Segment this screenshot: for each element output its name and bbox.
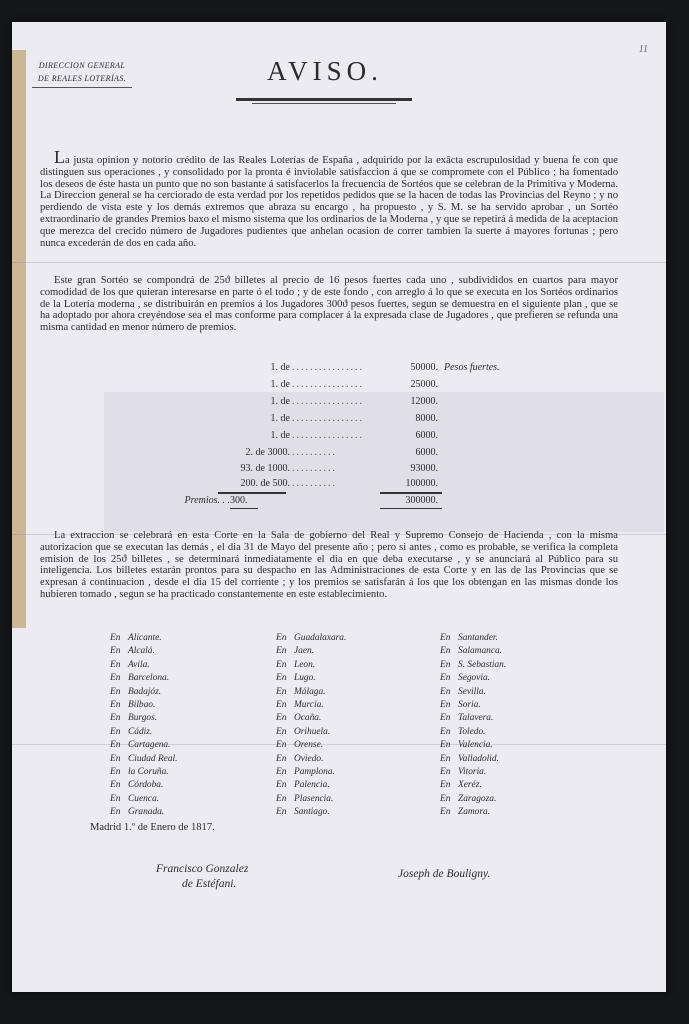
city-item	[276, 659, 406, 672]
city-item	[110, 766, 240, 779]
plan-amount: 12000.	[410, 396, 438, 407]
city-item	[276, 753, 406, 766]
city-name: Vitoria.	[458, 767, 487, 778]
city-item	[440, 659, 570, 672]
city-prefix: En	[440, 659, 451, 670]
plan-leader: ................	[292, 362, 364, 373]
page-title: AVISO.	[267, 56, 383, 86]
plan-row	[160, 463, 500, 477]
city-item	[276, 686, 406, 699]
plan-amount: 6000.	[415, 447, 438, 458]
total-amount: 300000.	[405, 495, 438, 506]
city-name: Salamanca.	[458, 646, 503, 657]
city-item	[440, 779, 570, 792]
city-item	[110, 712, 240, 725]
city-name: Leon.	[294, 659, 316, 670]
city-name: Soria.	[458, 700, 481, 711]
intro-text: a justa opinion y notorio crédito de las Reales Loterías de España , adquirido por la exâcta escrupulosidad y buena fe con que distinguen sus operaciones , y consolidado por la pronta é inviolable satisfaccion á que se compromete con el Público ; ha fomentado los deseos de éste hasta un punto que no son bastante á satisfacerlos la frecuencia de Sortéos que se celebran de la Primitiva y Moderna. La Direccion general se ha cerciorado de esta verdad por los repetidos pedidos que se la hacen de todas las Provincias del Reyno ; y no perdiendo de vista este y los demás extremos que abraza su encargo , ha propuesto , y S. M. se ha servido aprobar , un Sortéo extraordinario de grandes Premios baxo el mismo sistema que los ordinarios de la Moderna , y que se repetirá á medida de la aceptacion que merezca del crecido número de Jugadores pudientes que anhelan ocasion de correr tambien la suerte á mayores fortunas ; pero nunca excederán de dos en cada año.	[40, 155, 618, 249]
plan-label: 1. de	[270, 362, 290, 373]
city-item	[110, 632, 240, 645]
issue-date: Madrid 1.º de Enero de 1817.	[90, 822, 215, 833]
city-name: Santiago.	[294, 807, 330, 818]
plan-leader: ..........	[292, 447, 337, 458]
city-name: Cuenca.	[128, 793, 159, 804]
signature-line2: de Estéfani.	[182, 878, 237, 890]
total-count: 300.	[230, 495, 248, 506]
city-name: Orense.	[294, 740, 324, 751]
city-prefix: En	[110, 740, 121, 751]
city-item	[276, 806, 406, 819]
plan-amount: 25000.	[410, 379, 438, 390]
city-name: Plasencia.	[294, 793, 334, 804]
city-name: Toledo.	[458, 726, 486, 737]
city-item	[276, 699, 406, 712]
city-prefix: En	[276, 780, 287, 791]
plan-row	[160, 447, 500, 461]
city-item	[110, 726, 240, 739]
city-name: Málaga.	[294, 686, 326, 697]
city-prefix: En	[440, 700, 451, 711]
institution-heading	[22, 59, 142, 88]
city-item	[440, 726, 570, 739]
city-name: Pamplona.	[294, 767, 335, 778]
intro-paragraph	[40, 147, 618, 249]
city-column	[276, 632, 406, 820]
city-prefix: En	[276, 646, 287, 657]
extraction-paragraph: La extraccion se celebrará en esta Corte en la Sala de gobierno del Real y Supremo Consejo de Hacienda , con la misma autorizacion que se executan las demás , el dia 31 de Mayo del presente año ; pero si antes , como es probable, se verifica la completa emision de los 25ϑ billetes , se determinará inmediatamente el dia en que deba executarse , y se anunciará al Público para su inteligencia. Los billetes estarán prontos para su despacho en las Administraciones de esta Corte y en las de las Provincias que se expresan á continuacion , desde el dia 15 del corriente ; y los premios se satisfarán á los que los obtengan en las mismas donde los hubieren tomado , segun se ha practicado constantemente en este establecimiento.	[40, 530, 618, 600]
city-item	[110, 806, 240, 819]
city-item	[110, 645, 240, 658]
city-item	[110, 793, 240, 806]
city-item	[276, 739, 406, 752]
city-name: Valencia.	[458, 740, 493, 751]
plan-row	[160, 396, 500, 410]
city-prefix: En	[440, 767, 451, 778]
plan-label: 1. de	[270, 413, 290, 424]
city-prefix: En	[110, 659, 121, 670]
plan-unit-note: Pesos fuertes.	[444, 362, 500, 373]
city-item	[110, 699, 240, 712]
city-prefix: En	[440, 793, 451, 804]
city-prefix: En	[276, 767, 287, 778]
city-name: Talavera.	[458, 713, 494, 724]
city-name: Sevilla.	[458, 686, 486, 697]
city-name: Ciudad Real.	[128, 753, 178, 764]
plan-label: 2. de 3000.	[245, 447, 290, 458]
city-prefix: En	[276, 753, 287, 764]
plan-row	[160, 478, 500, 492]
plan-leader: ................	[292, 379, 364, 390]
city-prefix: En	[440, 673, 451, 684]
city-item	[276, 712, 406, 725]
institution-line1: DIRECCION GENERAL	[38, 61, 126, 70]
city-prefix: En	[276, 686, 287, 697]
plan-amount: 6000.	[415, 430, 438, 441]
city-prefix: En	[110, 753, 121, 764]
total-underline	[380, 508, 442, 509]
city-name: Bilbao.	[128, 700, 156, 711]
city-item	[110, 779, 240, 792]
city-item	[276, 632, 406, 645]
plan-leader: ................	[292, 413, 364, 424]
city-item	[276, 672, 406, 685]
city-item	[276, 793, 406, 806]
plan-total-row	[160, 495, 500, 509]
city-prefix: En	[440, 633, 451, 643]
signature-bouligny: Joseph de Bouligny.	[398, 868, 491, 880]
city-prefix: En	[110, 646, 121, 657]
city-prefix: En	[276, 700, 287, 711]
city-item	[440, 645, 570, 658]
city-name: Córdoba.	[128, 780, 164, 791]
plan-leader: ..........	[292, 478, 337, 489]
plan-label: 1. de	[270, 430, 290, 441]
plan-amount: 50000.	[410, 362, 438, 373]
city-item	[110, 739, 240, 752]
city-prefix: En	[110, 686, 121, 697]
city-prefix: En	[276, 740, 287, 751]
city-prefix: En	[110, 700, 121, 711]
signature-gonzalez	[156, 862, 296, 892]
plan-leader: ..........	[292, 463, 337, 474]
city-name: Alcalá.	[128, 646, 155, 657]
city-prefix: En	[440, 686, 451, 697]
city-name: Segovia.	[458, 673, 491, 684]
city-name: Granada.	[128, 807, 165, 818]
city-prefix: En	[440, 753, 451, 764]
city-item	[440, 699, 570, 712]
city-column	[440, 632, 570, 820]
city-item	[440, 739, 570, 752]
fold-line	[12, 262, 666, 263]
city-item	[440, 753, 570, 766]
city-item	[440, 712, 570, 725]
dropcap: L	[54, 147, 65, 167]
city-prefix: En	[276, 807, 287, 818]
city-prefix: En	[440, 646, 451, 657]
city-item	[440, 686, 570, 699]
city-prefix: En	[276, 726, 287, 737]
plan-amount: 8000.	[415, 413, 438, 424]
plan-label: 93. de 1000.	[240, 463, 290, 474]
plan-intro-paragraph: Este gran Sortéo se compondrá de 25ϑ billetes al precio de 16 pesos fuertes cada uno , subdivididos en cuartos para mayor comodidad de los que quieran interesarse en parte ó el todo ; y de este fondo , con arreglo á lo que se executa en los Sortéos ordinarios de la Lotería moderna , se distribuirán en premios á los Jugadores 300ϑ pesos fuertes, segun se demuestra en el siguiente plan , que se ha adoptado por ahora creyéndose sea el mas conforme para complacer á la expresada clase de Jugadores , que prefieren se refunda una misma cantidad en menor número de premios.	[40, 275, 618, 334]
plan-row	[160, 379, 500, 393]
city-item	[440, 672, 570, 685]
city-name: Ocaña.	[294, 713, 322, 724]
city-item	[110, 672, 240, 685]
city-item	[440, 806, 570, 819]
city-prefix: En	[440, 740, 451, 751]
city-prefix: En	[440, 713, 451, 724]
city-name: Burgos.	[128, 713, 158, 724]
city-prefix: En	[110, 780, 121, 791]
city-prefix: En	[110, 793, 121, 804]
city-prefix: En	[276, 673, 287, 684]
city-item	[276, 726, 406, 739]
amount-total-rule	[380, 492, 442, 494]
city-name: Lugo.	[294, 673, 316, 684]
city-name: Guadalaxara.	[294, 633, 347, 643]
city-prefix: En	[440, 726, 451, 737]
plan-amount: 93000.	[410, 463, 438, 474]
title-rule	[236, 98, 412, 101]
city-prefix: En	[440, 780, 451, 791]
city-prefix: En	[110, 807, 121, 818]
plan-row	[160, 413, 500, 427]
city-prefix: En	[276, 633, 287, 643]
plan-leader: ................	[292, 430, 364, 441]
city-prefix: En	[110, 767, 121, 778]
signature-line1: Francisco Gonzalez	[156, 863, 249, 875]
city-name: Badajóz.	[128, 686, 162, 697]
city-name: Murcia.	[294, 700, 324, 711]
page-edge	[12, 50, 26, 628]
city-name: Santander.	[458, 633, 498, 643]
plan-label: 200. de 500.	[240, 478, 290, 489]
institution-line2: DE REALES LOTERÍAS.	[37, 74, 127, 83]
city-prefix: En	[276, 659, 287, 670]
total-label: Premios. . .	[184, 495, 230, 506]
city-name: Zamora.	[458, 807, 491, 818]
city-name: S. Sebastian.	[458, 659, 507, 670]
total-underline	[230, 508, 258, 509]
city-item	[440, 766, 570, 779]
city-column	[110, 632, 240, 820]
city-prefix: En	[110, 673, 121, 684]
page-number: 11	[638, 44, 648, 55]
city-item	[440, 632, 570, 645]
plan-leader: ................	[292, 396, 364, 407]
city-name: Zaragoza.	[458, 793, 497, 804]
city-prefix: En	[440, 807, 451, 818]
city-item	[440, 793, 570, 806]
city-name: Jaen.	[294, 646, 315, 657]
city-item	[110, 686, 240, 699]
plan-label: 1. de	[270, 396, 290, 407]
city-name: la Coruña.	[128, 767, 169, 778]
city-item	[110, 753, 240, 766]
plan-row	[160, 430, 500, 444]
city-prefix: En	[276, 793, 287, 804]
city-item	[110, 659, 240, 672]
city-prefix: En	[110, 633, 121, 643]
plan-row	[160, 362, 500, 376]
city-prefix: En	[110, 713, 121, 724]
title-rule-thin	[252, 103, 396, 104]
city-prefix: En	[276, 713, 287, 724]
city-name: Xeréz.	[458, 780, 482, 791]
city-name: Valladolid.	[458, 753, 499, 764]
institution-underline	[32, 87, 132, 88]
city-item	[276, 645, 406, 658]
city-name: Palencia.	[294, 780, 330, 791]
plan-label: 1. de	[270, 379, 290, 390]
city-name: Alicante.	[128, 633, 162, 643]
city-name: Cartagena.	[128, 740, 171, 751]
city-name: Oviedo.	[294, 753, 324, 764]
city-name: Barcelona.	[128, 673, 170, 684]
city-item	[276, 766, 406, 779]
city-name: Cádiz.	[128, 726, 153, 737]
city-item	[276, 779, 406, 792]
city-name: Avila.	[128, 659, 150, 670]
city-prefix: En	[110, 726, 121, 737]
city-name: Orihuela.	[294, 726, 331, 737]
count-total-rule	[218, 492, 286, 494]
plan-amount: 100000.	[405, 478, 438, 489]
